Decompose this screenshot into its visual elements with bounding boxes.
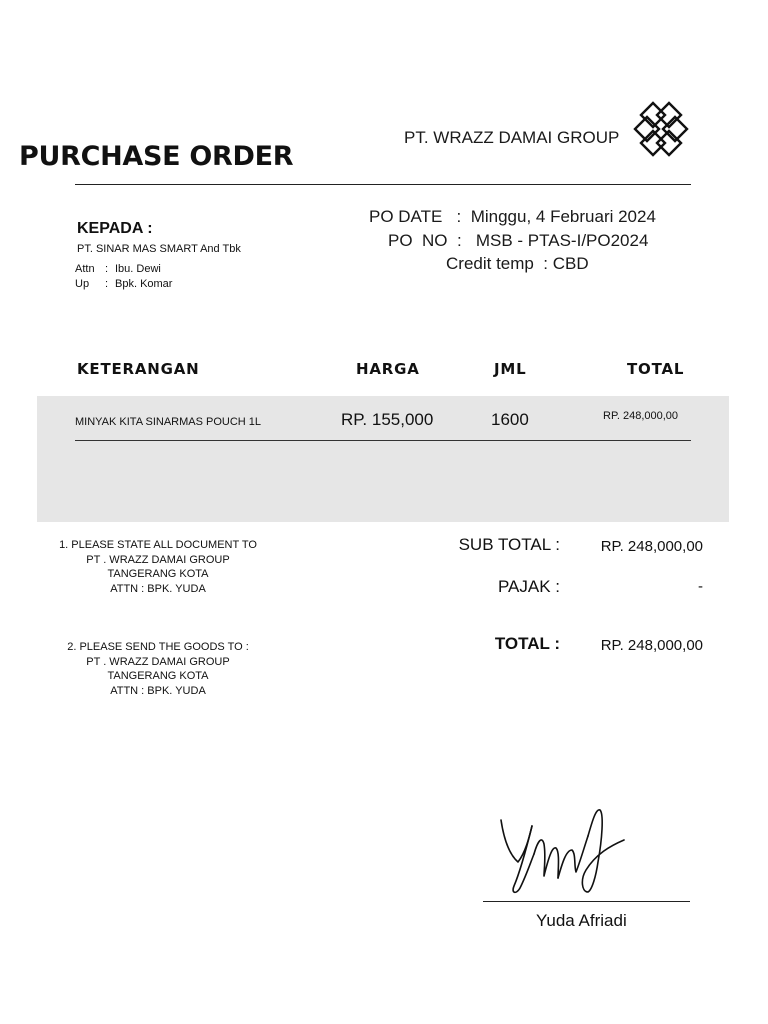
note-line: ATTN : BPK. YUDA xyxy=(110,684,206,697)
recipient-label: KEPADA : xyxy=(77,220,153,237)
credit-term: Credit temp : CBD xyxy=(446,254,589,273)
note-line: 2. PLEASE SEND THE GOODS TO : xyxy=(67,641,249,653)
interlocking-diamond-logo-icon xyxy=(631,100,691,158)
note-line: ATTN : BPK. YUDA xyxy=(110,582,206,595)
note-line: 1. PLEASE STATE ALL DOCUMENT TO xyxy=(59,539,257,551)
up-value: Bpk. Komar xyxy=(115,278,173,290)
company-name: PT. WRAZZ DAMAI GROUP xyxy=(404,128,620,147)
attn-key: Attn xyxy=(75,263,95,275)
column-header-price: HARGA xyxy=(356,360,420,378)
attn-value: Ibu. Dewi xyxy=(115,263,161,275)
up-row xyxy=(75,278,172,290)
note-document xyxy=(40,538,276,596)
up-separator: : xyxy=(105,278,109,290)
grand-total-label: TOTAL : xyxy=(494,634,560,653)
tax-label: PAJAK : xyxy=(497,577,560,596)
item-row-divider xyxy=(75,440,691,441)
note-line: PT . WRAZZ DAMAI GROUP xyxy=(86,553,230,566)
recipient-company: PT. SINAR MAS SMART And Tbk xyxy=(77,243,241,255)
grand-total-value: RP. 248,000,00 xyxy=(600,637,703,654)
item-qty: 1600 xyxy=(491,410,529,429)
header-divider xyxy=(75,184,691,185)
note-line: PT . WRAZZ DAMAI GROUP xyxy=(86,655,230,668)
note-line: TANGERANG KOTA xyxy=(107,568,209,581)
attn-separator: : xyxy=(105,263,109,275)
signer-name: Yuda Afriadi xyxy=(536,911,627,930)
item-description: MINYAK KITA SINARMAS POUCH 1L xyxy=(75,416,262,428)
subtotal-value: RP. 248,000,00 xyxy=(600,538,703,555)
po-number: PO NO : MSB - PTAS-I/PO2024 xyxy=(388,231,649,250)
po-date: PO DATE : Minggu, 4 Februari 2024 xyxy=(369,207,656,226)
item-price: RP. 155,000 xyxy=(341,410,434,429)
up-key: Up xyxy=(75,278,90,290)
subtotal-label: SUB TOTAL : xyxy=(458,535,560,554)
document-title: PURCHASE ORDER xyxy=(19,141,294,172)
handwritten-signature xyxy=(492,800,632,900)
column-header-total: TOTAL xyxy=(627,360,685,378)
signature-line xyxy=(483,901,690,902)
column-header-description: KETERANGAN xyxy=(77,360,200,378)
attn-row xyxy=(75,263,161,275)
tax-value: - xyxy=(698,578,703,595)
note-goods xyxy=(40,640,276,698)
note-line: TANGERANG KOTA xyxy=(107,670,209,683)
item-total: RP. 248,000,00 xyxy=(603,410,679,422)
column-header-qty: JML xyxy=(494,360,527,378)
